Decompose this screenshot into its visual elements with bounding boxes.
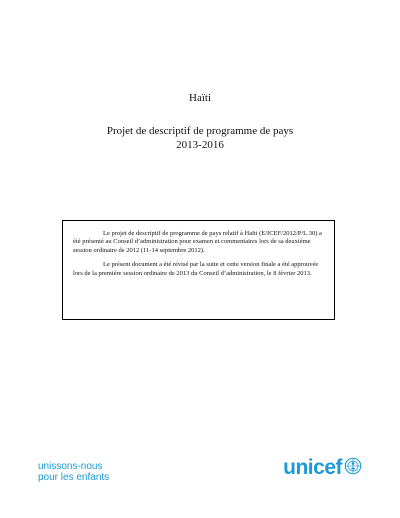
unicef-wordmark: unicef bbox=[283, 456, 342, 479]
title-line-1: Projet de descriptif de programme de pays bbox=[106, 125, 294, 137]
document-title bbox=[0, 124, 400, 152]
unicef-logo bbox=[283, 456, 362, 480]
revision-notice-box bbox=[62, 220, 335, 320]
country-heading: Haïti bbox=[189, 92, 211, 104]
unicef-tagline bbox=[38, 461, 109, 483]
notice-paragraph-1: Le projet de descriptif de programme de pays relatif à Haïti (E/ICEF/2012/P/L.30) a été présenté au Conseil d’administration pour examen et commentaires lors de sa deuxième session ordinaire de 2012 (11-14 septembre 2012). bbox=[73, 230, 322, 254]
unicef-emblem-icon bbox=[344, 457, 362, 475]
notice-paragraph-2: Le présent document a été révisé par la suite et cette version finale a été approuvée lors de la première session ordinaire de 2013 du Conseil d’administration, le 8 février 2013. bbox=[73, 261, 319, 277]
tagline-line-1: unissons-nous bbox=[38, 461, 103, 472]
title-line-2: 2013-2016 bbox=[176, 139, 224, 151]
tagline-line-2: pour les enfants bbox=[38, 472, 110, 483]
